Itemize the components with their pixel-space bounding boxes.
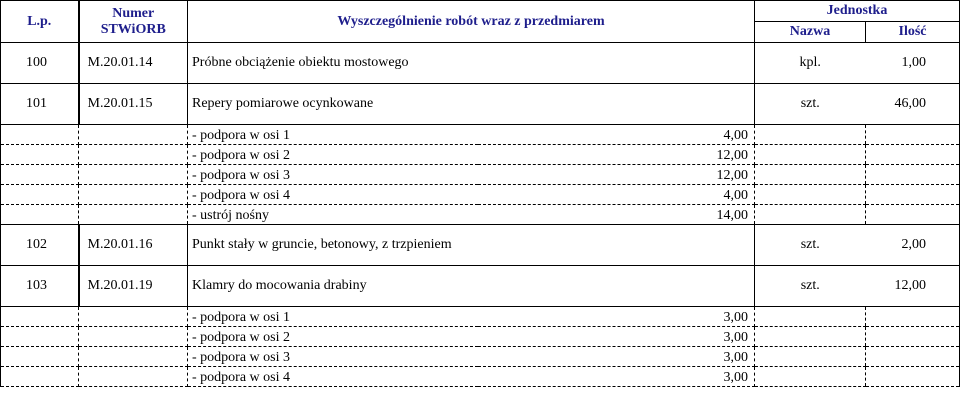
detail-empty-code (79, 205, 188, 225)
detail-empty-qty (866, 307, 960, 327)
header-ilosc: Ilość (866, 22, 960, 43)
detail-empty-qty (866, 327, 960, 347)
item-description: Punkt stały w gruncie, betonowy, z trzpieniem (188, 225, 755, 266)
detail-quantity: 4,00 (478, 185, 755, 205)
detail-empty-qty (866, 367, 960, 387)
detail-description: - ustrój nośny (188, 205, 478, 225)
detail-description: - podpora w osi 4 (188, 367, 478, 387)
header-description: Wyszczególnienie robót wraz z przedmiarem (188, 1, 755, 43)
detail-empty-qty (866, 165, 960, 185)
detail-row (1, 367, 960, 387)
detail-quantity: 12,00 (478, 165, 755, 185)
item-quantity: 2,00 (866, 225, 960, 266)
item-lp: 103 (1, 266, 79, 307)
detail-empty-lp (1, 205, 79, 225)
detail-empty-unit (755, 205, 866, 225)
detail-empty-lp (1, 367, 79, 387)
item-quantity: 1,00 (866, 43, 960, 84)
table-row (1, 225, 960, 266)
detail-empty-code (79, 327, 188, 347)
item-unit: szt. (755, 225, 866, 266)
item-code: M.20.01.16 (79, 225, 188, 266)
header-numer-line1: Numer (112, 5, 155, 21)
item-unit: kpl. (755, 43, 866, 84)
item-unit: szt. (755, 266, 866, 307)
detail-row (1, 165, 960, 185)
detail-empty-lp (1, 165, 79, 185)
detail-quantity: 3,00 (478, 307, 755, 327)
item-description: Próbne obciążenie obiektu mostowego (188, 43, 755, 84)
item-quantity: 46,00 (866, 84, 960, 125)
detail-quantity: 3,00 (478, 347, 755, 367)
detail-description: - podpora w osi 4 (188, 185, 478, 205)
detail-empty-code (79, 307, 188, 327)
item-unit: szt. (755, 84, 866, 125)
detail-empty-lp (1, 307, 79, 327)
header-nazwa: Nazwa (755, 22, 866, 43)
detail-row (1, 347, 960, 367)
item-lp: 100 (1, 43, 79, 84)
detail-empty-code (79, 347, 188, 367)
item-description: Repery pomiarowe ocynkowane (188, 84, 755, 125)
table-row (1, 84, 960, 125)
detail-empty-unit (755, 145, 866, 165)
detail-empty-lp (1, 125, 79, 145)
table-row (1, 266, 960, 307)
header-numer-line2: STWiORB (100, 21, 166, 37)
detail-empty-unit (755, 327, 866, 347)
detail-quantity: 3,00 (478, 327, 755, 347)
detail-empty-code (79, 125, 188, 145)
detail-quantity: 12,00 (478, 145, 755, 165)
header-numer (79, 1, 188, 43)
detail-empty-lp (1, 185, 79, 205)
item-code: M.20.01.19 (79, 266, 188, 307)
detail-empty-unit (755, 347, 866, 367)
detail-row (1, 205, 960, 225)
detail-empty-code (79, 145, 188, 165)
detail-empty-unit (755, 307, 866, 327)
header-jednostka: Jednostka (755, 1, 960, 22)
table-row (1, 43, 960, 84)
detail-row (1, 145, 960, 165)
detail-empty-code (79, 165, 188, 185)
item-code: M.20.01.14 (79, 43, 188, 84)
detail-empty-qty (866, 185, 960, 205)
detail-empty-qty (866, 125, 960, 145)
item-lp: 101 (1, 84, 79, 125)
detail-description: - podpora w osi 3 (188, 347, 478, 367)
detail-row (1, 327, 960, 347)
detail-empty-qty (866, 145, 960, 165)
detail-empty-qty (866, 347, 960, 367)
detail-row (1, 125, 960, 145)
detail-empty-lp (1, 347, 79, 367)
detail-empty-code (79, 185, 188, 205)
item-description: Klamry do mocowania drabiny (188, 266, 755, 307)
detail-empty-lp (1, 145, 79, 165)
detail-empty-unit (755, 185, 866, 205)
detail-quantity: 4,00 (478, 125, 755, 145)
detail-empty-code (79, 367, 188, 387)
detail-quantity: 14,00 (478, 205, 755, 225)
detail-description: - podpora w osi 3 (188, 165, 478, 185)
detail-description: - podpora w osi 1 (188, 125, 478, 145)
detail-quantity: 3,00 (478, 367, 755, 387)
item-code: M.20.01.15 (79, 84, 188, 125)
detail-description: - podpora w osi 2 (188, 327, 478, 347)
detail-description: - podpora w osi 2 (188, 145, 478, 165)
detail-description: - podpora w osi 1 (188, 307, 478, 327)
detail-row (1, 185, 960, 205)
detail-empty-unit (755, 367, 866, 387)
detail-empty-lp (1, 327, 79, 347)
item-quantity: 12,00 (866, 266, 960, 307)
header-lp: L.p. (1, 1, 79, 43)
header-row (1, 1, 960, 22)
detail-empty-unit (755, 125, 866, 145)
detail-empty-unit (755, 165, 866, 185)
detail-empty-qty (866, 205, 960, 225)
item-lp: 102 (1, 225, 79, 266)
detail-row (1, 307, 960, 327)
